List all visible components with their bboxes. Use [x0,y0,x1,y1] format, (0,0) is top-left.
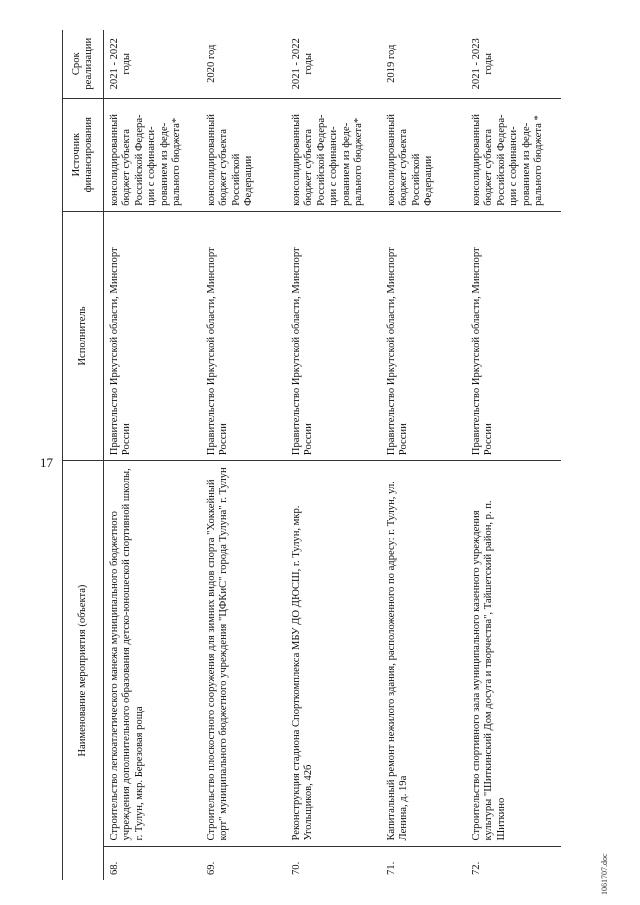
row-source: консолидированный бюджет субъекта Российской Федера-ции с софинанси-рованием из феде-рального бюджета* [286,98,381,211]
header-term: Срок реализации [63,30,104,98]
row-name: Строительство спортивного зала муниципального казенного учреждения культуры "Шиткинский Дом досуга и творчества", Тайшетский район, р. п. Шиткино [466,461,561,846]
row-executor: Правительство Иркутской области, Минспорт России [201,211,286,460]
row-term: 2021 - 2023 годы [466,30,561,98]
measures-table [62,30,561,880]
row-source: консолидированный бюджет субъекта Российской Федерации [201,98,286,211]
table-row [286,30,381,880]
rotated-sheet [62,30,582,880]
row-number: 69. [206,861,217,875]
header-source: Источник финансирования [63,98,104,211]
row-term: 2020 год [201,30,286,98]
row-number: 68. [109,861,120,875]
row-name: Капитальный ремонт нежилого здания, расположенного по адресу: г. Тулун, ул. Ленина, д. 19а [381,461,466,846]
header-name: Наименование мероприятия (объекта) [63,461,104,880]
row-name: Реконструкция стадиона Спорткомплекса МБУ ДО ДЮСШ, г. Тулун, мкр. Угольщиков, 42б [286,461,381,846]
row-number: 70. [291,861,302,875]
row-source: консолидированный бюджет субъекта Российской Федера-ции с софинанси-рованием из феде-рального бюджета* [104,98,202,211]
page-number: 17 [40,455,53,470]
row-source: консолидированный бюджет субъекта Российской Федера-ции с софинанси-рованием из феде-рального бюджета * [466,98,561,211]
row-term: 2021 - 2022 годы [286,30,381,98]
row-number: 72. [471,861,482,875]
row-term: 2021 - 2022 годы [104,30,202,98]
table-header-row [63,30,104,880]
row-executor: Правительство Иркутской области, Минспорт России [466,211,561,460]
row-executor: Правительство Иркутской области, Минспорт России [286,211,381,460]
row-source: консолидированный бюджет субъекта Российской Федерации [381,98,466,211]
row-executor: Правительство Иркутской области, Минспорт России [381,211,466,460]
table-row [201,30,286,880]
row-executor: Правительство Иркутской области, Минспорт России [104,211,202,460]
header-executor: Исполнитель [63,211,104,460]
table-row [381,30,466,880]
row-term: 2019 год [381,30,466,98]
table-row [104,30,202,880]
row-name: Строительство легкоатлетического манежа муниципального бюджетного учреждения дополнительного образования детско-юношеской спортивной школы, г. Тулун, мкр. Березовая роща [104,461,202,846]
row-number: 71. [386,861,397,875]
table-row [466,30,561,880]
document-code: 1061707.doc [600,853,609,895]
row-name: Строительство плоскостного сооружения для зимних видов спорта "Хоккейный корт" муниципального бюджетного учреждения "ЦФКиС" города Тулуна" г. Тулун [201,461,286,846]
